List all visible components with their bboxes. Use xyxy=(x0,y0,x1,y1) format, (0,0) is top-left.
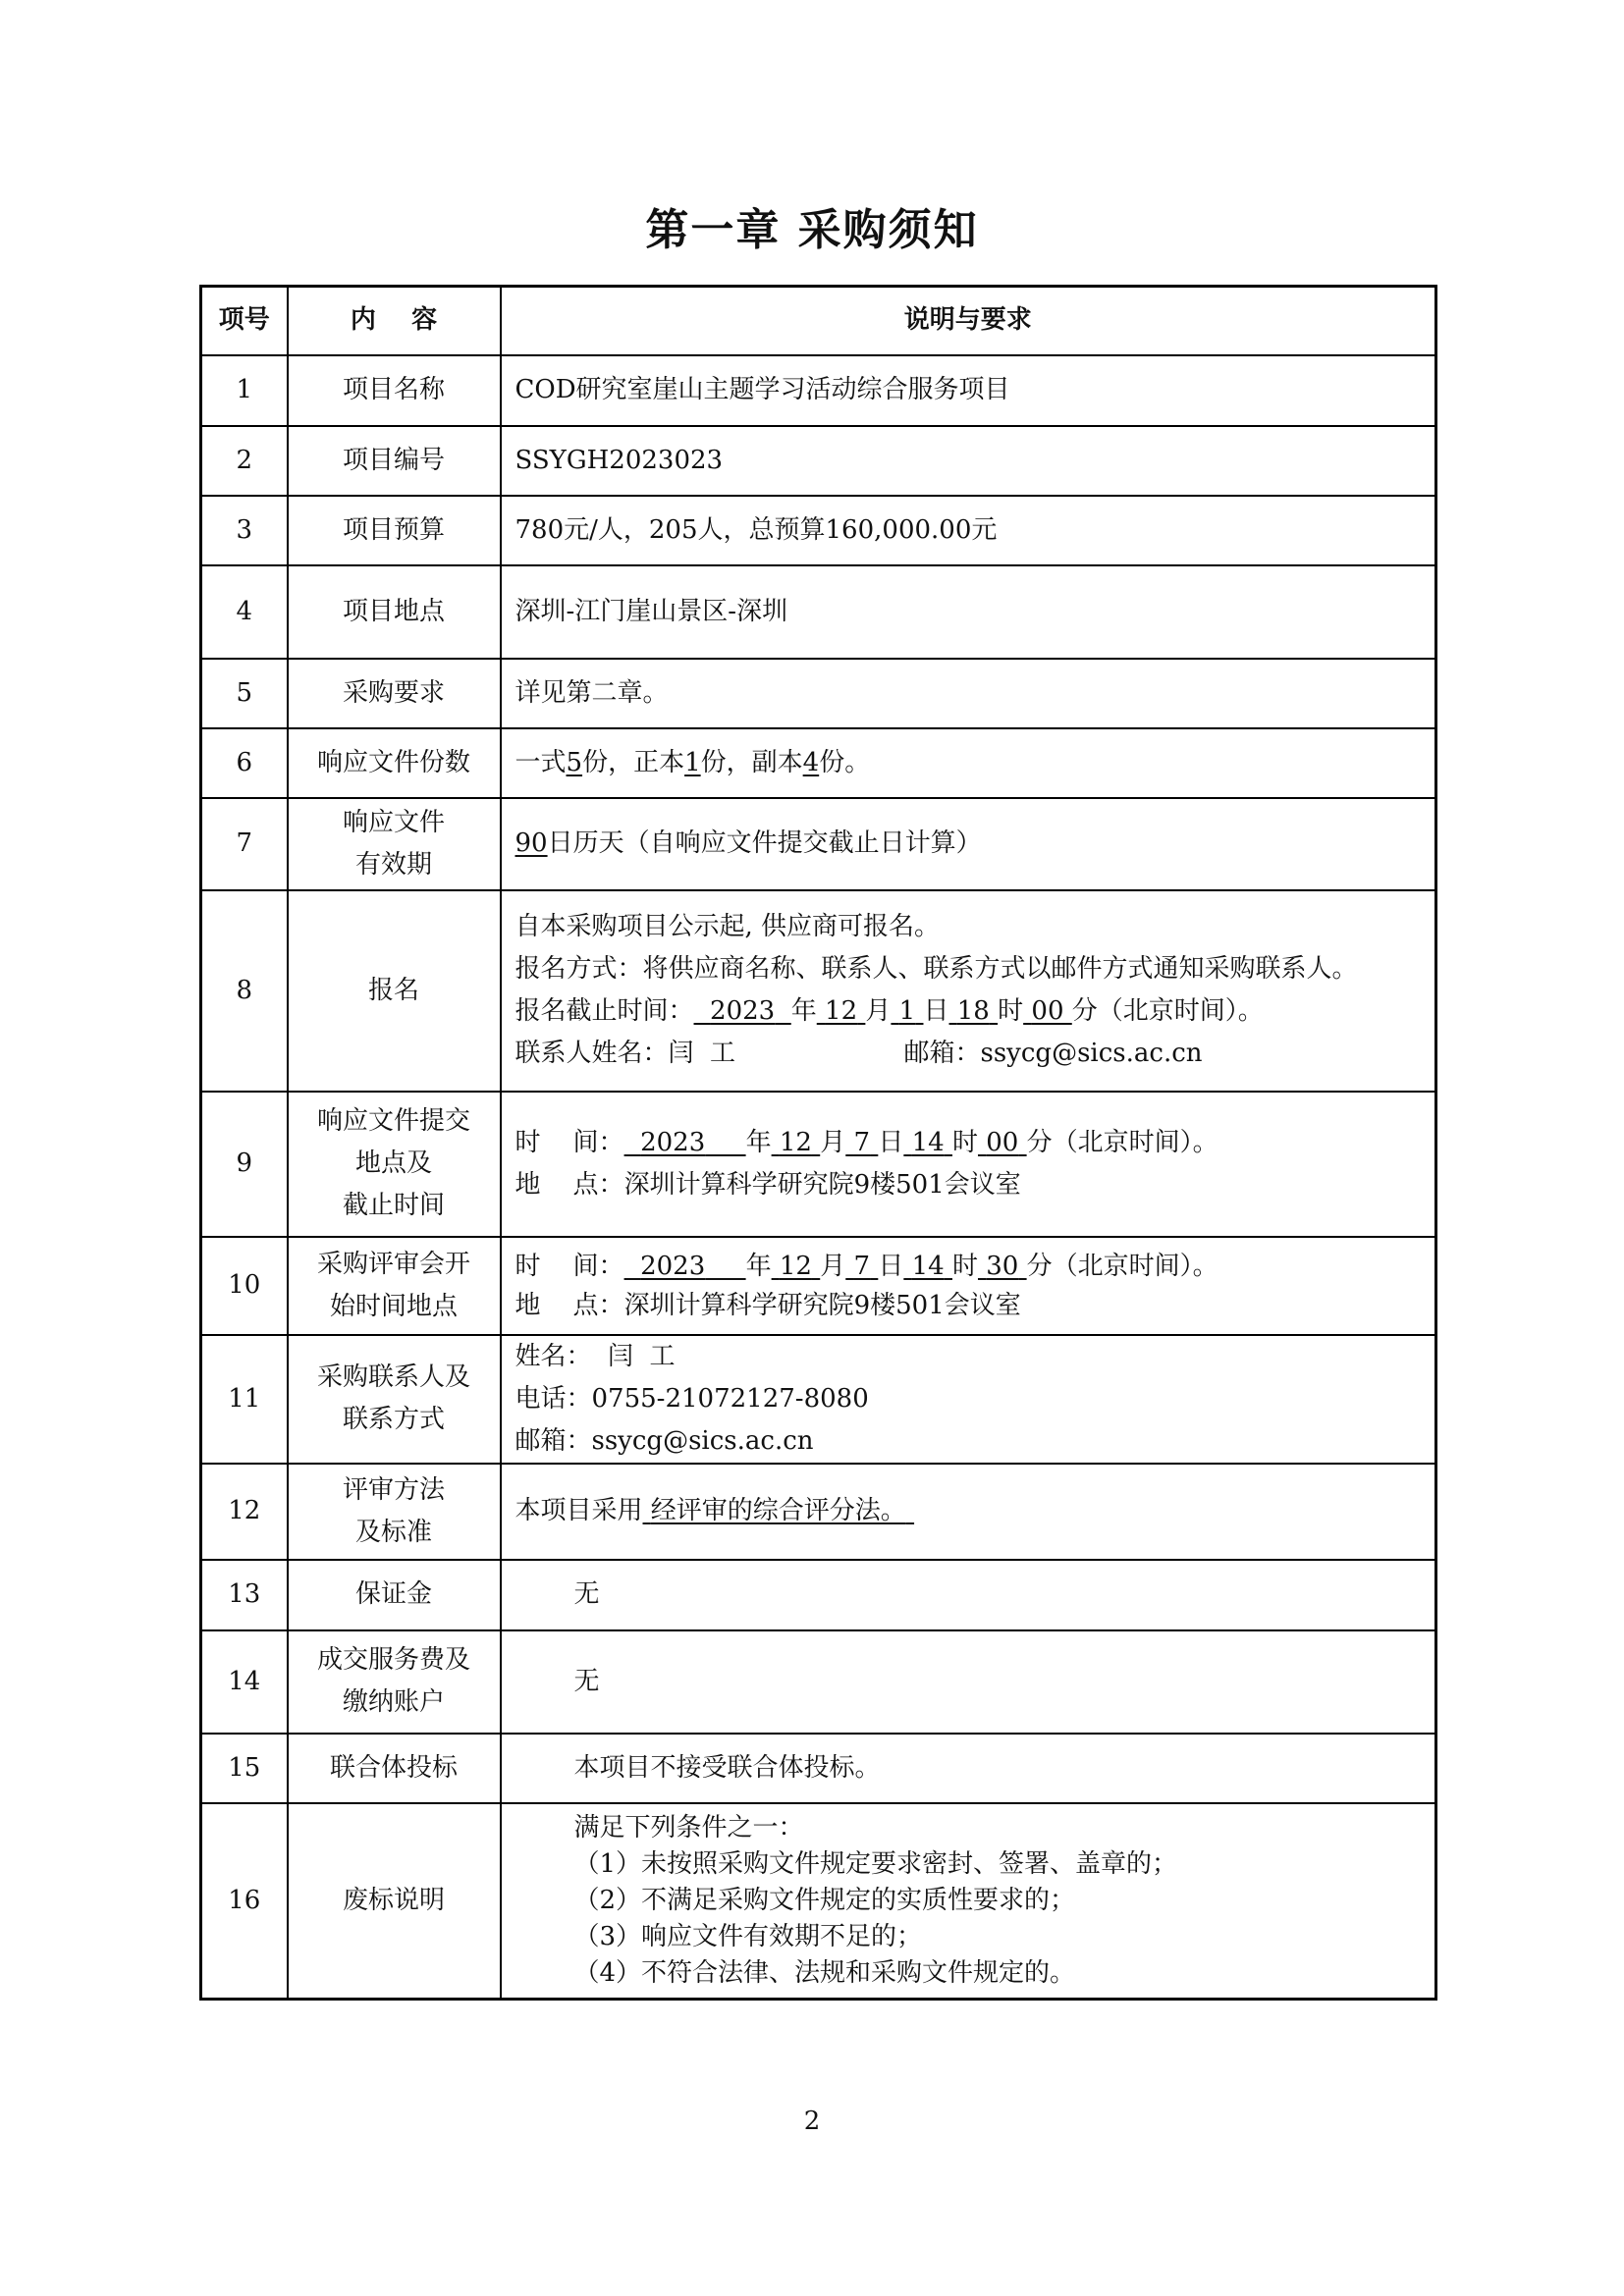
deadline-year: 2023 xyxy=(710,996,776,1026)
row-name xyxy=(288,1464,501,1560)
copies-total: 5 xyxy=(566,747,583,777)
review-month: 12 xyxy=(779,1251,812,1281)
submission-year: 2023 xyxy=(640,1127,706,1157)
hour-unit: 时 xyxy=(951,1127,978,1157)
row-name: 项目编号 xyxy=(288,426,501,496)
table-row xyxy=(201,1092,1436,1237)
row-name xyxy=(288,1630,501,1734)
table-row xyxy=(201,1237,1436,1335)
row-desc: 780元/人，205人，总预算160,000.00元 xyxy=(501,496,1436,565)
registration-contact xyxy=(515,1033,1428,1075)
deadline-hour: 18 xyxy=(956,996,990,1026)
header-no: 项号 xyxy=(201,287,288,355)
row-name-line: 有效期 xyxy=(354,849,432,880)
row-name-line: 及标准 xyxy=(354,1517,432,1547)
row-desc xyxy=(501,890,1436,1092)
row-no: 8 xyxy=(201,890,288,1092)
copies-duplicate-label: 份，副本 xyxy=(700,747,803,777)
row-no: 11 xyxy=(201,1335,288,1464)
table-row xyxy=(201,798,1436,890)
row-name: 报名 xyxy=(288,890,501,1092)
row-desc xyxy=(501,798,1436,890)
invalid-bid-condition-3: （3）响应文件有效期不足的； xyxy=(573,1921,923,1951)
row-name xyxy=(288,1092,501,1237)
submission-day: 7 xyxy=(853,1127,871,1157)
registration-intro: 自本采购项目公示起, 供应商可报名。 xyxy=(514,912,941,941)
row-name xyxy=(288,798,501,890)
deadline-day-unit: 日 xyxy=(923,996,949,1026)
method-prefix: 本项目采用 xyxy=(514,1496,643,1525)
table-row xyxy=(201,426,1436,496)
table-row xyxy=(201,355,1436,426)
submission-time xyxy=(515,1122,1428,1164)
row-desc xyxy=(501,728,1436,798)
review-time xyxy=(515,1247,1428,1286)
day-unit: 日 xyxy=(878,1127,904,1157)
submission-hour: 14 xyxy=(911,1127,945,1157)
deadline-month-unit: 月 xyxy=(865,996,892,1026)
deadline-hour-unit: 时 xyxy=(998,996,1024,1026)
row-name: 采购要求 xyxy=(288,659,501,728)
copies-original-label: 份，正本 xyxy=(582,747,685,777)
row-no: 13 xyxy=(201,1560,288,1630)
place-label: 地 点： xyxy=(514,1169,624,1200)
table-row xyxy=(201,1464,1436,1560)
row-no: 12 xyxy=(201,1464,288,1560)
submission-month: 12 xyxy=(779,1127,812,1157)
page-title: 第一章 采购须知 xyxy=(645,205,979,255)
month-unit: 月 xyxy=(820,1251,846,1281)
table-row xyxy=(201,1734,1436,1803)
page-number: 2 xyxy=(803,2107,821,2136)
row-name: 项目地点 xyxy=(288,565,501,659)
deadline-day: 1 xyxy=(898,996,916,1026)
row-desc: 本项目不接受联合体投标。 xyxy=(501,1734,1436,1803)
row-no: 15 xyxy=(201,1734,288,1803)
row-desc xyxy=(501,1092,1436,1237)
contact-name: 联系人姓名：闫 工 xyxy=(514,1039,736,1068)
header-desc: 说明与要求 xyxy=(501,287,1436,355)
row-desc: COD研究室崖山主题学习活动综合服务项目 xyxy=(501,355,1436,426)
row-no: 7 xyxy=(201,798,288,890)
copies-original: 1 xyxy=(684,747,701,777)
year-unit: 年 xyxy=(745,1251,772,1281)
table-row xyxy=(201,1803,1436,2000)
deadline-month: 12 xyxy=(825,996,858,1026)
row-name-line: 地点及 xyxy=(354,1148,432,1178)
time-label: 时 间： xyxy=(514,1251,624,1281)
deadline-label: 报名截止时间： xyxy=(514,996,694,1026)
invalid-bid-condition-1: （1）未按照采购文件规定要求密封、签署、盖章的； xyxy=(573,1848,1178,1879)
row-name-line: 始时间地点 xyxy=(329,1291,458,1321)
row-name-line: 截止时间 xyxy=(342,1191,445,1220)
row-desc: 无 xyxy=(501,1560,1436,1630)
row-name xyxy=(288,1237,501,1335)
row-name-line: 评审方法 xyxy=(342,1474,445,1505)
row-desc: 无 xyxy=(501,1630,1436,1734)
table-row xyxy=(201,1560,1436,1630)
deadline-min: 00 xyxy=(1031,996,1064,1026)
table-row xyxy=(201,728,1436,798)
row-desc xyxy=(501,1237,1436,1335)
validity-text: 日历天（自响应文件提交截止日计算） xyxy=(547,828,982,858)
month-unit: 月 xyxy=(820,1127,846,1157)
review-day: 7 xyxy=(853,1251,871,1281)
table-row xyxy=(201,1335,1436,1464)
day-unit: 日 xyxy=(878,1251,904,1281)
contact-email: 邮箱：ssycg@sics.ac.cn xyxy=(514,1425,814,1456)
min-unit: 分（北京时间）。 xyxy=(1026,1251,1218,1281)
deadline-min-unit: 分（北京时间）。 xyxy=(1071,996,1264,1026)
table-row xyxy=(201,496,1436,565)
row-name-line: 采购评审会开 xyxy=(316,1249,470,1279)
row-no: 5 xyxy=(201,659,288,728)
row-name: 保证金 xyxy=(288,1560,501,1630)
row-no: 9 xyxy=(201,1092,288,1237)
submission-min: 00 xyxy=(986,1127,1019,1157)
contact-person: 姓名： 闫 工 xyxy=(514,1341,676,1371)
row-no: 6 xyxy=(201,728,288,798)
copies-suffix: 份。 xyxy=(819,747,871,777)
row-no: 1 xyxy=(201,355,288,426)
row-desc xyxy=(501,1464,1436,1560)
copies-duplicate: 4 xyxy=(802,747,820,777)
review-hour: 14 xyxy=(911,1251,945,1281)
copies-prefix: 一式 xyxy=(514,747,567,777)
table-row xyxy=(201,659,1436,728)
place-value: 深圳计算科学研究院9楼501会议室 xyxy=(623,1169,1021,1200)
row-desc xyxy=(501,1803,1436,2000)
deadline-year-unit: 年 xyxy=(790,996,817,1026)
submission-place xyxy=(515,1164,1428,1206)
min-unit: 分（北京时间）。 xyxy=(1026,1127,1218,1157)
validity-days: 90 xyxy=(514,828,548,858)
header-name: 内 容 xyxy=(288,287,501,355)
year-unit: 年 xyxy=(745,1127,772,1157)
row-desc: 深圳-江门崖山景区-深圳 xyxy=(501,565,1436,659)
hour-unit: 时 xyxy=(951,1251,978,1281)
invalid-bid-intro: 满足下列条件之一： xyxy=(573,1812,804,1842)
row-name-line: 响应文件提交 xyxy=(316,1106,470,1136)
place-value: 深圳计算科学研究院9楼501会议室 xyxy=(623,1290,1021,1320)
registration-method: 报名方式：将供应商名称、联系人、联系方式以邮件方式通知采购联系人。 xyxy=(514,954,1358,984)
row-desc xyxy=(501,1335,1436,1464)
row-no: 4 xyxy=(201,565,288,659)
contact-email: 邮箱：ssycg@sics.ac.cn xyxy=(903,1039,1203,1068)
row-name xyxy=(288,1335,501,1464)
registration-deadline xyxy=(515,990,1428,1033)
row-no: 10 xyxy=(201,1237,288,1335)
table-row xyxy=(201,890,1436,1092)
row-no: 2 xyxy=(201,426,288,496)
review-year: 2023 xyxy=(640,1251,706,1281)
place-label: 地 点： xyxy=(514,1290,624,1320)
row-name-line: 成交服务费及 xyxy=(316,1645,470,1675)
row-name: 废标说明 xyxy=(288,1803,501,2000)
row-no: 16 xyxy=(201,1803,288,2000)
row-name: 项目名称 xyxy=(288,355,501,426)
row-desc: 详见第二章。 xyxy=(501,659,1436,728)
row-name: 响应文件份数 xyxy=(288,728,501,798)
table-row xyxy=(201,1630,1436,1734)
review-place xyxy=(515,1286,1428,1325)
time-label: 时 间： xyxy=(514,1127,624,1157)
row-no: 3 xyxy=(201,496,288,565)
procurement-notice-table xyxy=(199,285,1437,2001)
row-name-line: 采购联系人及 xyxy=(316,1362,470,1392)
row-name-line: 缴纳账户 xyxy=(342,1687,445,1717)
invalid-bid-condition-2: （2）不满足采购文件规定的实质性要求的； xyxy=(573,1885,1076,1915)
row-name: 联合体投标 xyxy=(288,1734,501,1803)
row-name-line: 联系方式 xyxy=(342,1405,445,1434)
table-row xyxy=(201,565,1436,659)
row-desc: SSYGH2023023 xyxy=(501,426,1436,496)
row-name-line: 响应文件 xyxy=(342,807,445,837)
row-name: 项目预算 xyxy=(288,496,501,565)
review-min: 30 xyxy=(986,1251,1019,1281)
contact-phone: 电话：0755-21072127-8080 xyxy=(514,1383,869,1414)
row-no: 14 xyxy=(201,1630,288,1734)
table-header-row xyxy=(201,287,1436,355)
invalid-bid-condition-4: （4）不符合法律、法规和采购文件规定的。 xyxy=(573,1957,1076,1988)
method-value: 经评审的综合评分法。 xyxy=(650,1496,906,1525)
